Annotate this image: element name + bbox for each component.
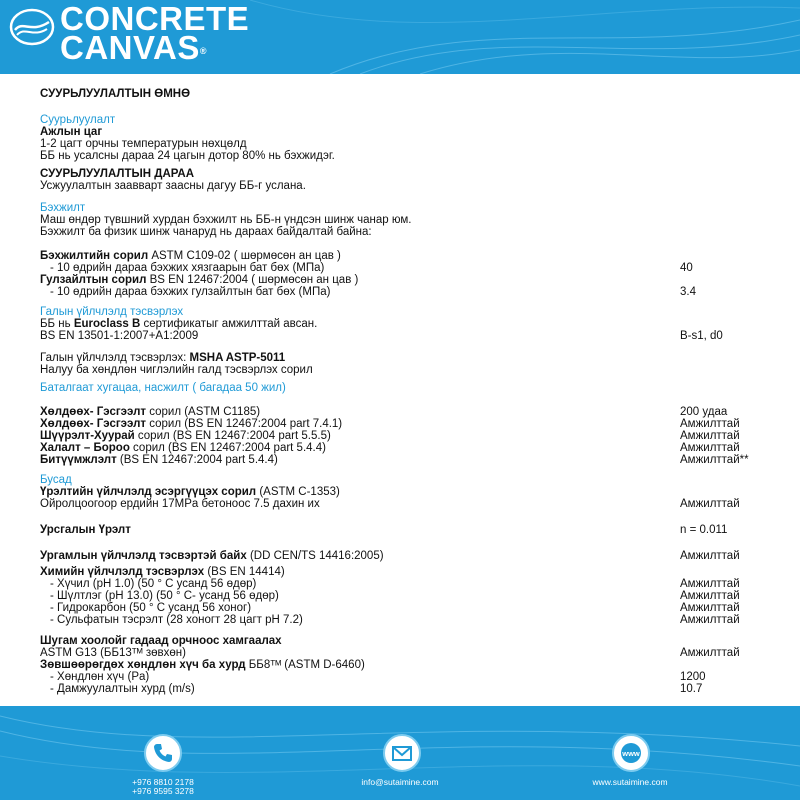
chemical-row: - Хүчил (pH 1.0) (50 ° С усанд 56 өдөр) Амжилттай	[50, 578, 740, 590]
subsection-title: Галын үйлчлэлд тэсвэрлэх	[40, 306, 184, 318]
section-title: СУУРЬЛУУЛАЛТЫН ДАРАА	[40, 168, 195, 180]
header-banner	[0, 0, 800, 74]
strength-tests	[40, 250, 760, 298]
curing-section	[40, 202, 760, 238]
section-title: СУУРЬЛУУЛАЛТЫН ӨМНӨ	[40, 88, 191, 100]
test-heading: Гулзайлтын сорил BS EN 12467:2004 ( шөрмөсөн ан цав )	[40, 274, 359, 286]
test-heading: Үрэлтийн үйлчлэлд эсэргүүцэх сорил (ASTM C-1353)	[40, 486, 340, 498]
test-row: ASTM G13 (ББ13ᵀᴹ зөвхөн) Амжилттай	[40, 647, 740, 659]
test-heading: Бэхжилтийн сорил ASTM C109-02 ( шөрмөсөн ан цав )	[40, 250, 341, 262]
phone-icon[interactable]	[144, 734, 182, 772]
phone-number-1[interactable]: +976 8810 2178	[132, 777, 194, 787]
test-heading: Химийн үйлчлэлд тэсвэрлэх (BS EN 14414)	[40, 566, 285, 578]
durability-row: Шүүрэлт-Хуурай сорил (BS EN 12467:2004 part 5.5.5) Амжилттай	[40, 430, 740, 442]
globe-icon[interactable]	[612, 734, 650, 772]
text-line: ББ нь Euroclass B сертификатыг амжилттай авсан.	[40, 318, 318, 330]
text-line: ББ нь усалсны дараа 24 цагын дотор 80% нь бэхжидэг.	[40, 150, 335, 162]
chemical-resistance-section	[40, 566, 760, 626]
test-row: BS EN 13501-1:2007+A1:2009 B-s1, d0	[40, 330, 723, 342]
before-installation-section	[40, 88, 760, 162]
fire-resistance-section	[40, 306, 760, 376]
test-value: 3.4	[680, 286, 696, 298]
durability-row: Халалт – Бороо сорил (BS EN 12467:2004 part 5.4.4) Амжилттай	[40, 442, 740, 454]
logo-icon	[9, 8, 55, 46]
test-row: - Хөндлөн хүч (Pa) 1200	[50, 671, 706, 683]
test-row: - 10 өдрийн дараа бэхжих хязгаарын бат бөх (МПа) 40	[50, 262, 693, 274]
heading: Ажлын цаг	[40, 126, 103, 138]
subsection-title: Бэхжилт	[40, 202, 86, 214]
logo-line-1: CONCRETE	[60, 0, 250, 37]
chemical-row: - Гидрокарбон (50 ° С усанд 56 хоног) Амжилттай	[50, 602, 740, 614]
subsection-title: Суурьлуулалт	[40, 114, 116, 126]
text-line: Галын үйлчлэлд тэсвэрлэх: MSHA ASTP-5011	[40, 352, 286, 364]
logo-line-2: CANVAS®	[60, 29, 208, 66]
test-row: - 10 өдрийн дараа бэхжих гулзайлтын бат бөх (МПа) 3.4	[50, 286, 696, 298]
chemical-row: - Сульфатын тэсрэлт (28 хоногт 28 цагт pH 7.2) Амжилттай	[50, 614, 740, 626]
text-line: Усжуулалтын заавварт заасны дагуу ББ-г услана.	[40, 180, 306, 192]
website-link[interactable]: www.sutaimine.com	[592, 777, 668, 787]
text-line: 1-2 цагт орчны температурын нөхцөлд	[40, 138, 247, 150]
durability-row: Хөлдөөх- Гэсгээлт сорил (ASTM C1185) 200 удаа	[40, 406, 728, 418]
registered-mark: ®	[199, 46, 208, 56]
text-line: Налуу ба хөндлөн чиглэлийн галд тэсвэрлэх сорил	[40, 364, 313, 376]
phone-number-2[interactable]: +976 9595 3278	[132, 786, 194, 796]
test-heading: Зөвшөөрөгдөх хөндлөн хүч ба хурд ББ8ᵀᴹ (ASTM D-6460)	[40, 659, 365, 671]
test-value: 40	[680, 262, 693, 274]
subsection-title: Бусад	[40, 474, 72, 486]
subsection-title: Баталгаат хугацаа, насжилт ( багадаа 50 жил)	[40, 382, 286, 394]
text-line: Маш өндөр түвшний хурдан бэхжилт нь ББ-н үндсэн шинж чанар юм.	[40, 214, 412, 226]
test-value: B-s1, d0	[680, 330, 723, 342]
durability-row: Хөлдөөх- Гэсгээлт сорил (BS EN 12467:2004 part 7.4.1) Амжилттай	[40, 418, 740, 430]
footer-banner	[0, 706, 800, 800]
test-row: Урсгалын Үрэлт n = 0.011	[40, 524, 728, 536]
text-line: Бэхжилт ба физик шинж чанаруд нь дараах байдалтай байна:	[40, 226, 372, 238]
phone-numbers[interactable]	[103, 778, 223, 796]
test-row: Ургамлын үйлчлэлд тэсвэртэй байх (DD CEN/TS 14416:2005) Амжилттай	[40, 550, 740, 562]
after-installation-section	[40, 168, 760, 192]
logo-wordmark	[60, 0, 250, 66]
envelope-icon[interactable]	[383, 734, 421, 772]
test-row: Ойролцоогоор ердийн 17МPа бетоноос 7.5 дахин их Амжилттай	[40, 498, 740, 510]
other-section	[40, 474, 760, 562]
chemical-row: - Шүлтлэг (pH 13.0) (50 ° С- усанд 56 өдөр) Амжилттай	[50, 590, 740, 602]
pipeline-protection-section	[40, 635, 760, 695]
test-row: - Дамжуулалтын хурд (m/s) 10.7	[50, 683, 703, 695]
test-heading: Шугам хоолойг гадаад орчноос хамгаалах	[40, 635, 282, 647]
durability-row: Битүүмжлэлт (BS EN 12467:2004 part 5.4.4) Амжилттай**	[40, 454, 749, 466]
durability-section	[40, 382, 760, 466]
email-link[interactable]: info@sutaimine.com	[361, 777, 439, 787]
globe-icon-text: www	[622, 749, 640, 758]
